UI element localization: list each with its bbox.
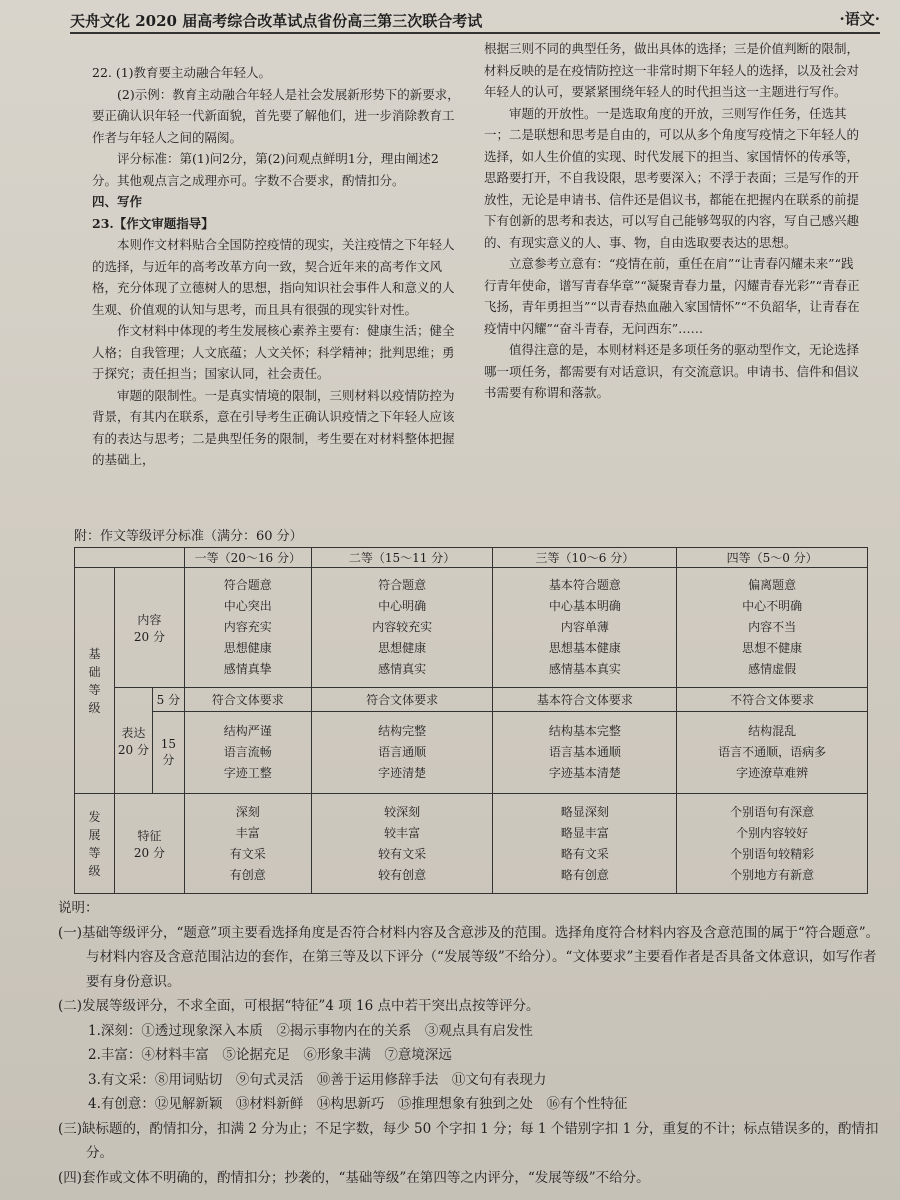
- table-cell: 略显深刻 略显丰富 略有文采 略有创意: [493, 794, 677, 894]
- grade-header: 三等（10～6 分）: [493, 548, 677, 568]
- guide-paragraph-4: 根据三则不同的典型任务，做出具体的选择；三是价值判断的限制，材料反映的是在疫情防控这一非常时期下年轻人的选择，以及社会对年轻人的认可，要紧紧围绕年轻人的时代担当这一主题进行写作。: [484, 41, 860, 99]
- question-23-heading: 23.【作文审题指导】: [92, 215, 214, 231]
- guide-paragraph-2: 作文材料中体现的考生发展核心素养主要有：健康生活；健全人格；自我管理；人文底蕴；人文关怀；科学精神；批判思维；勇于探究；责任担当；国家认同，社会责任。: [92, 323, 455, 381]
- section-heading-writing: 四、写作: [92, 194, 143, 209]
- grade-header: 一等（20～16 分）: [184, 548, 311, 568]
- grade-header: 二等（15～11 分）: [311, 548, 493, 568]
- table-header-row: [75, 548, 868, 568]
- notes-title: 说明：: [58, 900, 99, 916]
- grading-table-title: 附：作文等级评分标准（满分：60 分）: [74, 529, 303, 544]
- guide-paragraph-7: 值得注意的是，本则材料还是多项任务的驱动型作文，无论选择哪一项任务，都需要有对话意识，有交流意识。申请书、信件和倡议书需要有称谓和落款。: [484, 342, 860, 400]
- table-cell: 结构混乱 语言不通顺，语病多 字迹潦草难辨: [677, 712, 868, 794]
- table-cell: 偏离题意 中心不明确 内容不当 思想不健康 感情虚假: [677, 568, 868, 688]
- table-cell: 不符合文体要求: [677, 688, 868, 712]
- guide-paragraph-6: 立意参考立意有：“疫情在前，重任在肩”“让青春闪耀未来”“践行青年使命，谱写青春华章”“凝聚青春力量，闪耀青春光彩”“青春正飞扬，青年勇担当”“以青春热血融入家国情怀”“不负韶华，让青春在疫情中闪耀”“奋斗青春，无问西东”……: [484, 256, 860, 336]
- feature-label-cell: 特征 20 分: [114, 794, 184, 894]
- answer-22-1: 22. (1)教育要主动融合年轻人。: [92, 65, 272, 80]
- subject-label: ·语文·: [839, 10, 880, 28]
- basic-level-label: 基础等级: [75, 568, 115, 794]
- table-cell: 个别语句有深意 个别内容较好 个别语句较精彩 个别地方有新意: [677, 794, 868, 894]
- table-row: [75, 568, 868, 688]
- left-column: [92, 62, 462, 471]
- note-item: (三)缺标题的，酌情扣分，扣满 2 分为止；不足字数，每少 50 个字扣 1 分；每 1 个错别字扣 1 分，重复的不计；标点错误多的，酌情扣分。: [58, 1120, 879, 1161]
- table-cell: 符合题意 中心突出 内容充实 思想健康 感情真挚: [184, 568, 311, 688]
- exam-title: 天舟文化 2020 届高考综合改革试点省份高三第三次联合考试: [70, 12, 483, 30]
- table-cell: 基本符合文体要求: [493, 688, 677, 712]
- note-item: (二)发展等级评分，不求全面，可根据“特征”4 项 16 点中若干突出点按等评分。: [58, 998, 540, 1014]
- note-item: (一)基础等级评分，“题意”项主要看选择角度是否符合材料内容及含意涉及的范围。选择角度符合材料内容及含意范围的属于“符合题意”。与材料内容及含意范围沾边的套作，在第三等及以下评分（“发展等级”不给分）。“文体要求”主要看作者是否具备文体意识，如写作者要有身份意识。: [58, 924, 880, 990]
- note-item: 1.深刻：①透过现象深入本质 ②揭示事物内在的关系 ③观点具有启发性: [88, 1022, 533, 1039]
- table-row: [75, 688, 868, 712]
- guide-paragraph-5: 审题的开放性。一是选取角度的开放，三则写作任务，任选其一；二是联想和思考是自由的，可以从多个角度写疫情之下年轻人的选择，如人生价值的实现、时代发展下的担当、家国情怀的传承等，思路要打开，不自我设限，思考要深入；不浮于表面；三是写作的开放性，无论是申请书、信件还是倡议书，都能在把握内在联系的前提下有创新的思考和表达，可以写自己能够驾驭的内容，写自己感兴趣的、有现实意义的人、事、物，自由选取要表达的思想。: [484, 105, 860, 250]
- table-cell: 符合文体要求: [311, 688, 493, 712]
- guide-paragraph-3: 审题的限制性。一是真实情境的限制，三则材料以疫情防控为背景，有其内在联系，意在引导考生正确认识疫情之下年轻人应该有的表达与思考；二是典型任务的限制，考生要在对材料整体把握的基础上，: [92, 387, 455, 467]
- grade-header: 四等（5～0 分）: [677, 548, 868, 568]
- note-item: 3.有文采：⑧用词贴切 ⑨句式灵活 ⑩善于运用修辞手法 ⑪文句有表现力: [88, 1071, 547, 1088]
- answer-22-2: (2)示例：教育主动融合年轻人是社会发展新形势下的新要求，要正确认识年轻一代新面貌，首先要了解他们，进一步消除教育工作者与年轻人之间的隔阂。: [92, 86, 460, 145]
- table-cell: 结构基本完整 语言基本通顺 字迹基本清楚: [493, 712, 677, 794]
- scoring-criteria-22: 评分标准：第(1)问2分，第(2)问观点鲜明1分，理由阐述2分。其他观点言之成理亦可。字数不合要求，酌情扣分。: [92, 151, 439, 188]
- table-cell: 结构完整 语言通顺 字迹清楚: [311, 712, 493, 794]
- table-cell: 符合文体要求: [184, 688, 311, 712]
- guide-paragraph-1: 本则作文材料贴合全国防控疫情的现实，关注疫情之下年轻人的选择，与近年的高考改革方向一致，契合近年来的高考作文风格，充分体现了立德树人的思想，指向知识社会事件人和意义的人生观、价值观的认知与思考，而且具有很强的现实针对性。: [92, 237, 455, 317]
- grading-table: [74, 547, 868, 894]
- page-header: [70, 6, 880, 34]
- scoring-notes: [58, 896, 888, 1190]
- table-cell: 基本符合题意 中心基本明确 内容单薄 思想基本健康 感情基本真实: [493, 568, 677, 688]
- table-cell: 符合题意 中心明确 内容较充实 思想健康 感情真实: [311, 568, 493, 688]
- content-label-cell: 内容 20 分: [114, 568, 184, 688]
- development-level-label: 发展等级: [75, 794, 115, 894]
- table-cell: 结构严谨 语言流畅 字迹工整: [184, 712, 311, 794]
- table-row: [75, 712, 868, 794]
- style-score: 5 分: [152, 688, 184, 712]
- table-cell: 较深刻 较丰富 较有文采 较有创意: [311, 794, 493, 894]
- table-row: [75, 794, 868, 894]
- structure-score: 15 分: [152, 712, 184, 794]
- expression-label-cell: 表达 20 分: [114, 688, 152, 794]
- right-column: [484, 38, 860, 404]
- corner-cell: [75, 548, 185, 568]
- table-cell: 深刻 丰富 有文采 有创意: [184, 794, 311, 894]
- note-item: (四)套作或文体不明确的，酌情扣分；抄袭的，“基础等级”在第四等之内评分，“发展等级”不给分。: [58, 1169, 650, 1186]
- note-item: 2.丰富：④材料丰富 ⑤论据充足 ⑥形象丰满 ⑦意境深远: [88, 1047, 452, 1063]
- note-item: 4.有创意：⑫见解新颖 ⑬材料新鲜 ⑭构思新巧 ⑮推理想象有独到之处 ⑯有个性特征: [88, 1096, 628, 1112]
